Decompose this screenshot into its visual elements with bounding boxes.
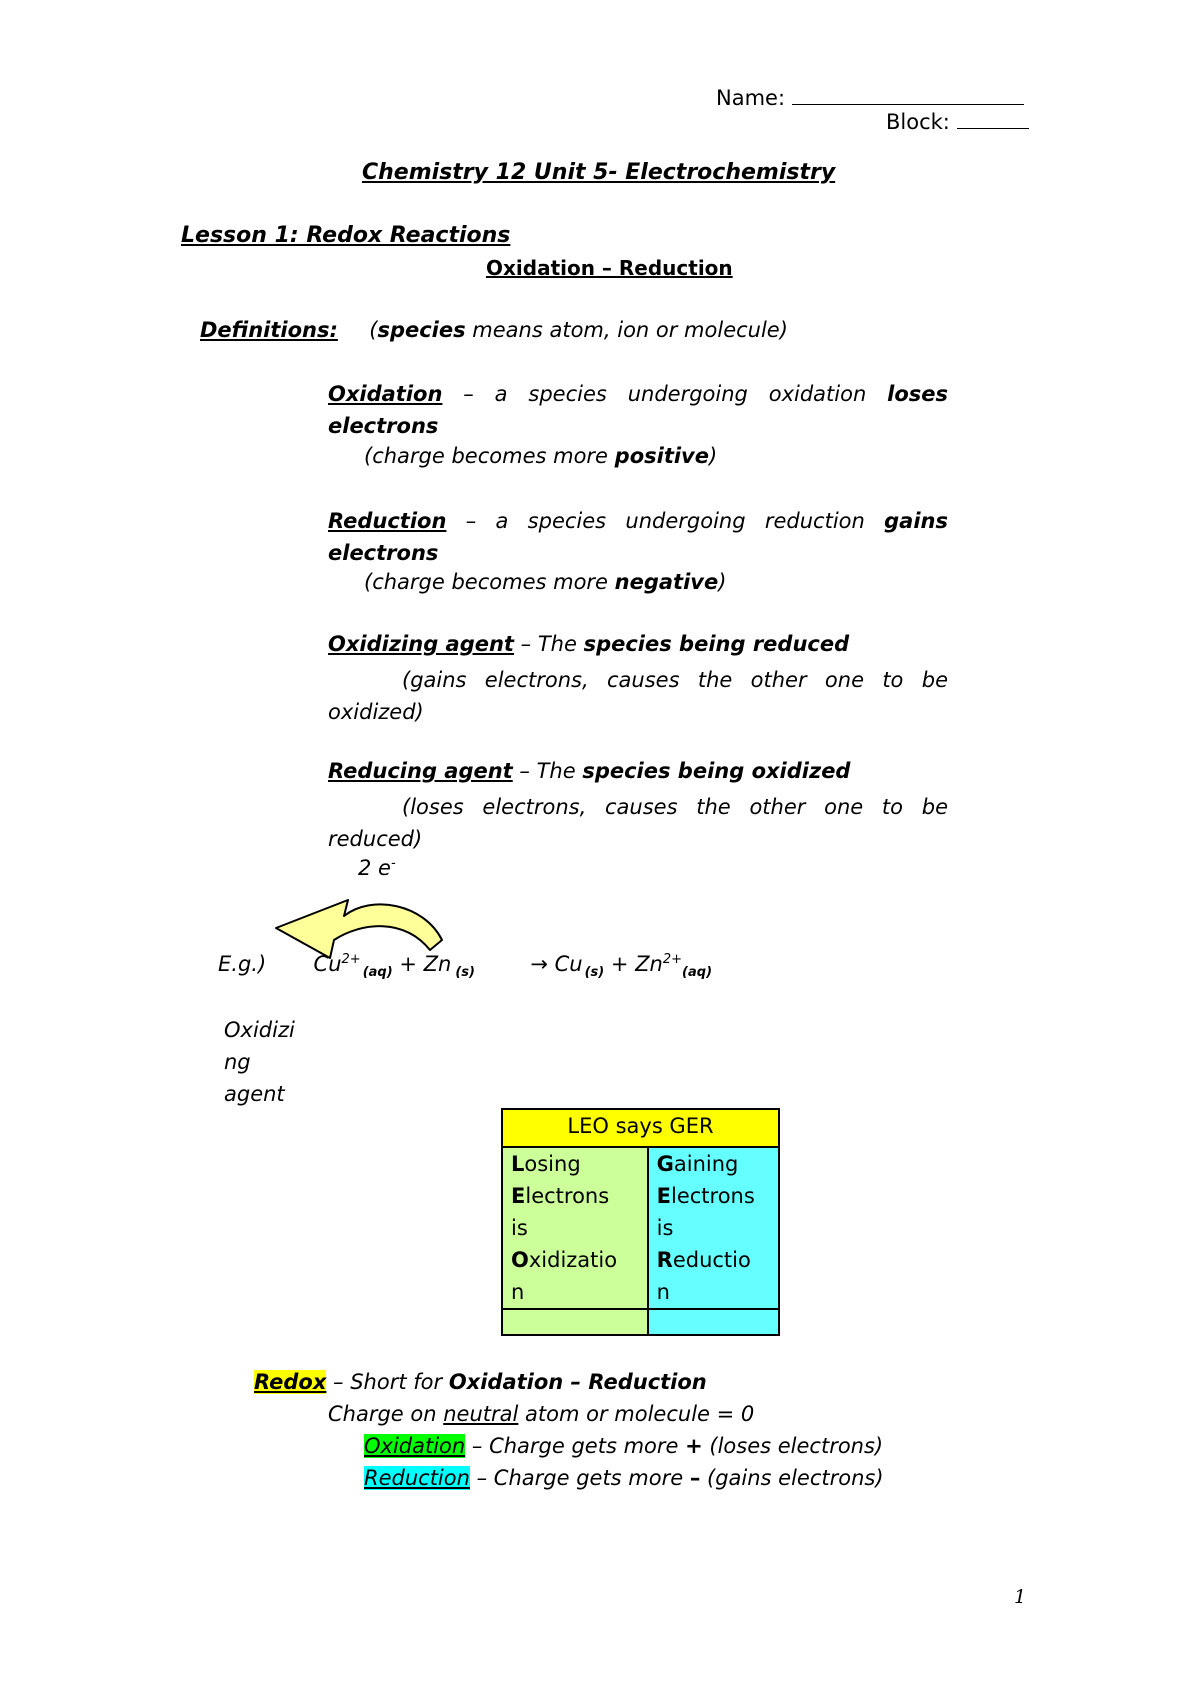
reactant-cu-state: (aq) [362,965,393,981]
product-cu-state: (s) [584,965,605,981]
oxidation-definition [328,378,948,442]
product-cu: Cu [554,952,583,976]
oxidation-paren-prefix: (charge becomes more [364,444,615,468]
ger-letter: R [656,1248,673,1272]
redox-text: – Short for [326,1370,449,1394]
ger-rest: is [656,1216,674,1240]
redox-reduction-line [364,1466,884,1490]
product-plus: + [604,952,636,976]
leo-letter: E [511,1184,526,1208]
leo-rest: xidizatio [528,1248,618,1272]
block-label: Block: [886,110,950,134]
electrons-sup: - [390,856,396,871]
oxidation-text: – a species undergoing oxidation [442,382,888,406]
oxidation-paren-bold: positive [614,444,709,468]
oxidation-paren-suffix: ) [708,444,718,468]
ger-rest: eductio [672,1248,751,1272]
leo-rest: lectrons [525,1184,610,1208]
redox-neutral-line [328,1402,754,1426]
lesson-heading: Lesson 1: Redox Reactions [181,223,511,248]
ger-right-line [657,1148,770,1180]
definitions-label: Definitions: [200,318,338,342]
product-zn: Zn [635,952,663,976]
block-line [886,110,1029,134]
definitions-note-rest: means atom, ion or molecule) [465,318,788,342]
redox-oxidation-text: – Charge gets more [465,1434,686,1458]
example-eg: E.g.) [218,952,267,976]
reduction-paren-suffix: ) [718,570,727,594]
product-zn-state: (aq) [682,965,713,981]
reduction-paren-bold: negative [614,570,719,594]
redox-oxidation-term: Oxidation [364,1434,466,1458]
ger-right-line [657,1244,770,1276]
name-blank[interactable] [792,86,1024,105]
leo-left-line [511,1276,639,1308]
reactant-cu: Cu [313,952,342,976]
block-blank[interactable] [957,110,1029,129]
leo-rest: osing [524,1152,581,1176]
reactant-zn: Zn [423,952,452,976]
page-title: Chemistry 12 Unit 5- Electrochemistry [362,160,836,185]
reactant-zn-state: (s) [455,965,475,981]
leo-left-line [511,1212,639,1244]
side-label [224,1014,295,1110]
product-zn-charge: 2+ [662,952,683,967]
side-label-line: Oxidizi [224,1018,295,1042]
redox-oxidation-sign: + [685,1434,703,1458]
ger-rest: lectrons [671,1184,755,1208]
ger-letter: E [656,1184,671,1208]
leo-left-line [511,1244,639,1276]
leo-rest: n [511,1280,525,1304]
redox-reduction-text: – Charge gets more [469,1466,690,1490]
side-label-line: ng [224,1050,251,1074]
ger-rest: n [656,1280,670,1304]
reduction-term: Reduction [328,509,447,533]
reducing-agent-term: Reducing agent [328,759,513,783]
reducing-agent-text: – The [512,759,583,783]
oxidizing-agent-term: Oxidizing agent [328,632,514,656]
reactant-plus: + [392,952,424,976]
side-label-line: agent [224,1082,285,1106]
leo-left-empty-cell [502,1309,648,1335]
leo-left-line [511,1148,639,1180]
electrons-text: 2 e [358,856,391,880]
leo-left-line [511,1180,639,1212]
ger-right-line [657,1180,770,1212]
redox-bold: Oxidation – Reduction [448,1370,707,1394]
redox-reduction-paren: (gains electrons) [700,1466,884,1490]
reducing-agent-bold: species being oxidized [582,759,851,783]
definitions-note-species: species [377,318,466,342]
reduction-paren-prefix: (charge becomes more [364,570,615,594]
example-reaction [218,952,713,981]
reaction-arrow: → [530,952,548,976]
oxidation-paren [364,444,717,468]
oxidizing-agent-bold: species being reduced [583,632,850,656]
oxidizing-agent-paren: (gains electrons, causes the other one to be oxidized) [328,668,948,724]
reduction-paren [364,570,726,594]
section-subtitle: Oxidation – Reduction [486,256,733,280]
redox-reduction-sign: – [689,1466,701,1490]
redox-term: Redox [254,1370,327,1394]
redox-oxidation-paren: (loses electrons) [702,1434,884,1458]
name-line [716,86,1024,110]
oxidation-term: Oxidation [328,382,443,406]
redox-oxidation-line [364,1434,883,1458]
definitions-line [200,318,788,342]
ger-letter: G [656,1152,674,1176]
ger-right-empty-cell [648,1309,779,1335]
reduction-bold: gains electrons [328,509,948,565]
reduction-text: – a species undergoing reduction [446,509,885,533]
oxidizing-agent-text: – The [513,632,584,656]
leo-letter: O [511,1248,529,1272]
reducing-agent-paren: (loses electrons, causes the other one to be reduced) [328,795,948,851]
electrons-label [358,856,396,880]
oxidation-bold: loses electrons [328,382,948,438]
reactant-cu-charge: 2+ [341,952,361,967]
leo-table-header: LEO says GER [502,1109,779,1147]
reduction-definition [328,505,948,569]
ger-right-line [657,1212,770,1244]
page-number: 1 [1014,1586,1027,1608]
ger-right-line [657,1276,770,1308]
name-label: Name: [716,86,786,110]
neutral-prefix: Charge on [328,1402,444,1426]
ger-right-cell [648,1147,779,1309]
leo-rest: is [511,1216,528,1240]
leo-left-cell [502,1147,648,1309]
reducing-agent-definition [328,759,850,783]
leo-letter: L [511,1152,525,1176]
redox-reduction-term: Reduction [364,1466,470,1490]
neutral-suffix: atom or molecule = 0 [518,1402,755,1426]
oxidizing-agent-definition [328,632,849,656]
ger-rest: aining [673,1152,739,1176]
neutral-word: neutral [443,1402,519,1426]
redox-definition [254,1370,707,1394]
definitions-note-open: ( [369,318,378,342]
leo-ger-table [501,1108,780,1336]
